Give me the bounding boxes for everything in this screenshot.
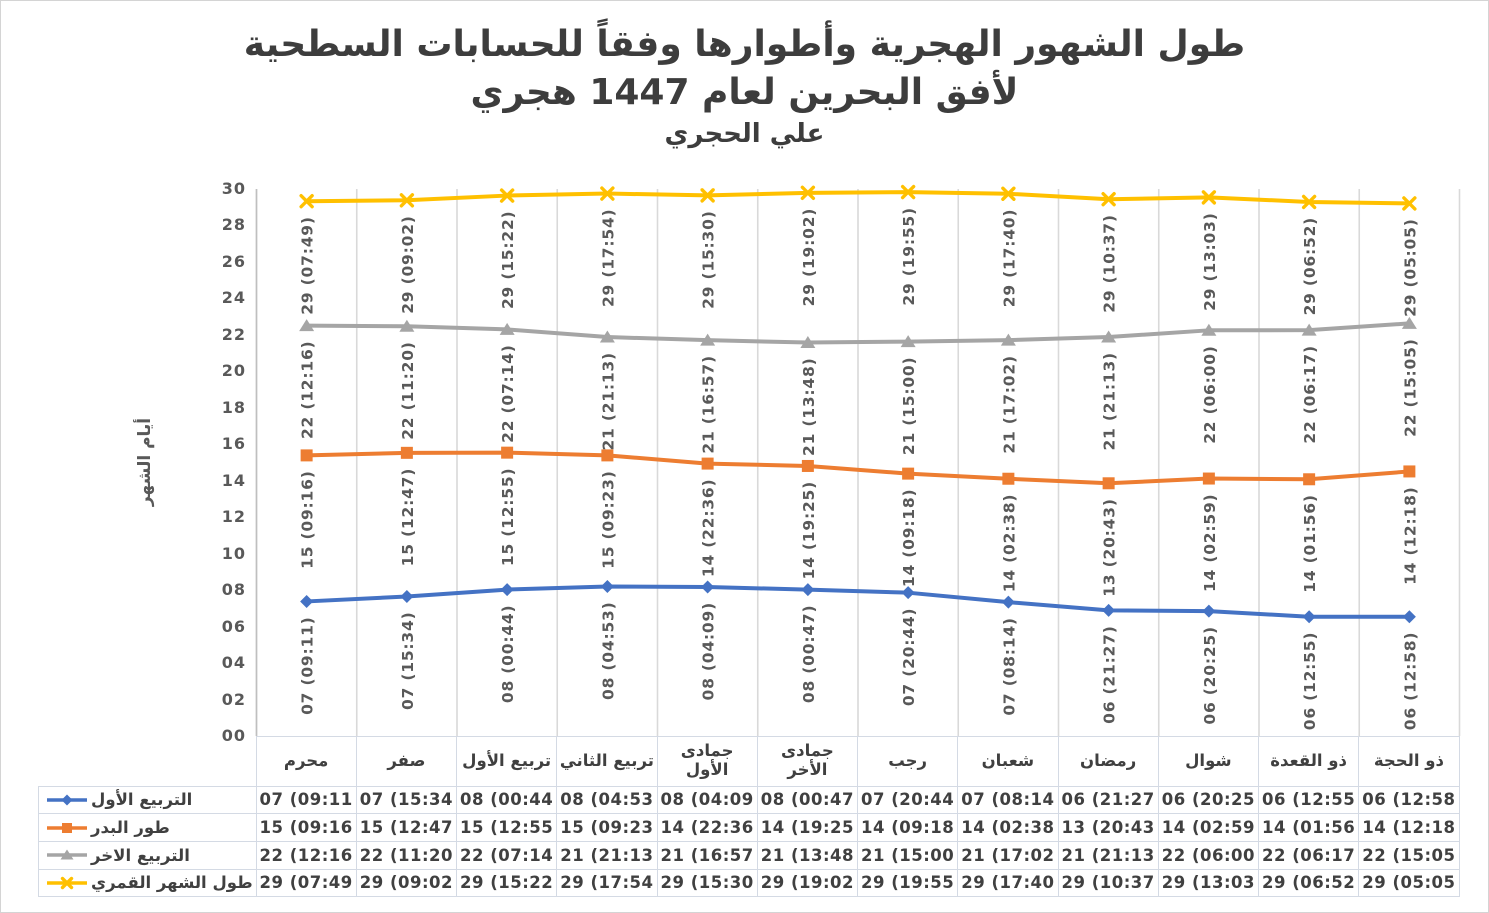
data-label: 13 (20:43)	[1100, 498, 1119, 597]
table-cell: 14 (02:59	[1159, 814, 1259, 842]
data-label: 29 (17:54)	[599, 208, 618, 308]
legend-key-icon	[45, 820, 89, 836]
legend-label: التربيع الاخر	[91, 845, 190, 865]
table-cell: 15 (09:16	[257, 814, 357, 842]
data-label: 29 (07:49)	[298, 216, 317, 315]
data-label: 21 (21:13)	[599, 352, 618, 451]
month-header: رمضان	[1059, 736, 1159, 787]
y-tick-label: 06	[221, 616, 246, 636]
y-tick-label: 28	[221, 215, 246, 235]
table-cell: 22 (12:16	[257, 842, 357, 870]
table-cell: 08 (04:53	[557, 787, 657, 815]
legend-key-icon	[45, 847, 89, 863]
data-table	[38, 736, 1460, 897]
table-cell: 07 (08:14	[958, 787, 1058, 815]
data-label: 29 (15:30)	[699, 210, 718, 309]
table-cell: 14 (01:56	[1259, 814, 1359, 842]
legend-label: التربيع الأول	[91, 790, 193, 810]
data-label: 08 (00:47)	[799, 604, 818, 704]
chart-title-line1: طول الشهور الهجرية وأطوارها وفقاً للحسابات السطحية	[243, 24, 1246, 65]
diamond-marker-icon	[1202, 605, 1215, 618]
data-label: 21 (16:57)	[699, 355, 718, 454]
square-marker-icon	[1403, 465, 1415, 477]
data-label: 29 (09:02)	[398, 215, 417, 314]
y-tick-label: 20	[221, 361, 246, 381]
table-cell: 14 (09:18	[858, 814, 958, 842]
data-label: 14 (02:38)	[1000, 493, 1019, 593]
square-marker-icon	[802, 460, 814, 472]
table-cell: 07 (20:44	[858, 787, 958, 815]
data-label: 14 (22:36)	[699, 478, 718, 578]
table-cell: 07 (09:11	[257, 787, 357, 815]
month-header: تربيع الثاني	[557, 736, 657, 787]
data-label: 08 (00:44)	[499, 604, 518, 704]
table-cell: 06 (20:25	[1159, 787, 1259, 815]
data-label: 06 (21:27)	[1100, 625, 1119, 724]
diamond-marker-icon	[1403, 610, 1416, 623]
table-cell: 22 (07:14	[457, 842, 557, 870]
month-header: جمادى الأخر	[758, 736, 858, 787]
data-label: 15 (12:47)	[398, 467, 417, 567]
data-label: 29 (19:02)	[799, 207, 818, 307]
diamond-marker-icon	[62, 794, 73, 805]
data-label: 22 (06:00)	[1200, 345, 1219, 444]
table-cell: 21 (21:13	[557, 842, 657, 870]
legend-label: طول الشهر القمري	[91, 873, 253, 893]
table-cell: 14 (22:36	[658, 814, 758, 842]
chart-subtitle: علي الحجري	[664, 119, 825, 150]
table-cell: 08 (00:44	[457, 787, 557, 815]
diamond-marker-icon	[501, 583, 514, 596]
y-tick-label: 24	[221, 288, 246, 308]
data-label: 29 (19:55)	[900, 207, 919, 306]
square-marker-icon	[702, 458, 714, 470]
data-label: 21 (13:48)	[799, 357, 818, 457]
data-label: 07 (15:34)	[398, 611, 417, 710]
table-cell: 29 (07:49	[257, 870, 357, 898]
diamond-marker-icon	[701, 581, 714, 594]
data-label: 29 (15:22)	[499, 210, 518, 310]
square-marker-icon	[1103, 477, 1115, 489]
data-label: 29 (10:37)	[1100, 214, 1119, 313]
data-label: 06 (12:58)	[1401, 631, 1420, 731]
legend-item	[38, 842, 257, 870]
legend-key-icon	[45, 875, 89, 891]
data-label: 07 (09:11)	[298, 616, 317, 715]
data-label: 06 (12:55)	[1301, 631, 1320, 731]
table-cell: 06 (12:58	[1359, 787, 1459, 815]
table-cell: 15 (09:23	[557, 814, 657, 842]
data-label: 29 (06:52)	[1301, 216, 1320, 316]
data-label: 22 (11:20)	[398, 341, 417, 440]
table-cell: 29 (13:03	[1159, 870, 1259, 898]
month-header: شوال	[1159, 736, 1259, 787]
month-header: صفر	[357, 736, 457, 787]
table-cell: 29 (06:52	[1259, 870, 1359, 898]
diamond-marker-icon	[801, 583, 814, 596]
y-tick-label: 14	[221, 470, 246, 490]
chart-title-line2: لأفق البحرين لعام 1447 هجري	[470, 71, 1019, 113]
data-label: 29 (13:03)	[1200, 212, 1219, 311]
square-marker-icon	[1303, 473, 1315, 485]
table-cell: 21 (13:48	[758, 842, 858, 870]
data-label: 06 (20:25)	[1200, 626, 1219, 725]
month-header: جمادى الأول	[658, 736, 758, 787]
table-cell: 21 (16:57	[658, 842, 758, 870]
data-label: 15 (12:55)	[499, 467, 518, 567]
square-marker-icon	[902, 468, 914, 480]
month-header: شعبان	[958, 736, 1058, 787]
y-tick-label: 30	[221, 179, 246, 198]
data-label: 22 (12:16)	[298, 340, 317, 440]
table-cell: 29 (10:37	[1059, 870, 1159, 898]
table-cell: 08 (04:09	[658, 787, 758, 815]
data-label: 21 (15:00)	[900, 356, 919, 456]
table-cell: 29 (19:02	[758, 870, 858, 898]
table-cell: 29 (17:54	[557, 870, 657, 898]
data-label: 08 (04:09)	[699, 602, 718, 701]
table-cell: 22 (06:17	[1259, 842, 1359, 870]
table-cell: 29 (15:30	[658, 870, 758, 898]
table-cell: 29 (19:55	[858, 870, 958, 898]
data-label: 29 (17:40)	[1000, 208, 1019, 308]
table-cell: 29 (15:22	[457, 870, 557, 898]
diamond-marker-icon	[1002, 596, 1015, 609]
data-label: 22 (15:05)	[1401, 338, 1420, 437]
y-tick-label: 18	[221, 397, 246, 417]
table-cell: 29 (09:02	[357, 870, 457, 898]
data-label: 21 (21:13)	[1100, 352, 1119, 451]
table-cell: 14 (19:25	[758, 814, 858, 842]
data-label: 07 (20:44)	[900, 607, 919, 707]
table-cell: 06 (21:27	[1059, 787, 1159, 815]
month-header: ذو الحجة	[1359, 736, 1459, 787]
square-marker-icon	[501, 447, 513, 459]
y-tick-label: 02	[221, 689, 246, 709]
month-header: محرم	[257, 736, 357, 787]
square-marker-icon	[1002, 473, 1014, 485]
table-cell: 15 (12:47	[357, 814, 457, 842]
diamond-marker-icon	[400, 590, 413, 603]
data-label: 22 (06:17)	[1301, 345, 1320, 444]
data-label: 08 (04:53)	[599, 601, 618, 700]
table-cell: 21 (15:00	[858, 842, 958, 870]
data-label: 14 (09:18)	[900, 488, 919, 588]
data-label: 15 (09:23)	[599, 470, 618, 569]
table-cell: 22 (06:00	[1159, 842, 1259, 870]
table-cell: 15 (12:55	[457, 814, 557, 842]
square-marker-icon	[1203, 473, 1215, 485]
data-label: 29 (05:05)	[1401, 218, 1420, 317]
table-cell: 29 (17:40	[958, 870, 1058, 898]
y-tick-label: 00	[221, 726, 246, 745]
month-header: رجب	[858, 736, 958, 787]
y-tick-label: 08	[221, 580, 246, 600]
month-header: تربيع الأول	[457, 736, 557, 787]
square-marker-icon	[62, 823, 72, 833]
legend-key-icon	[45, 792, 89, 808]
table-corner-cell	[38, 736, 257, 787]
legend-item	[38, 870, 257, 898]
table-cell: 22 (11:20	[357, 842, 457, 870]
month-header: ذو القعدة	[1259, 736, 1359, 787]
data-label: 14 (01:56)	[1301, 494, 1320, 593]
table-cell: 13 (20:43	[1059, 814, 1159, 842]
table-cell: 07 (15:34	[357, 787, 457, 815]
y-tick-label: 04	[221, 653, 246, 673]
legend-item	[38, 814, 257, 842]
y-tick-label: 12	[221, 507, 246, 527]
table-cell: 08 (00:47	[758, 787, 858, 815]
table-cell: 14 (12:18	[1359, 814, 1459, 842]
table-cell: 06 (12:55	[1259, 787, 1359, 815]
y-tick-label: 10	[221, 543, 246, 563]
data-label: 14 (19:25)	[799, 480, 818, 580]
data-label: 07 (08:14)	[1000, 617, 1019, 716]
data-label: 21 (17:02)	[1000, 355, 1019, 454]
table-cell: 21 (21:13	[1059, 842, 1159, 870]
diamond-marker-icon	[902, 586, 915, 599]
table-cell: 22 (15:05	[1359, 842, 1459, 870]
y-axis-title: أيام الشهر	[135, 417, 155, 507]
table-cell: 29 (05:05	[1359, 870, 1459, 898]
square-marker-icon	[301, 449, 313, 461]
y-tick-label: 26	[221, 251, 246, 271]
data-label: 14 (02:59)	[1200, 493, 1219, 593]
table-cell: 14 (02:38	[958, 814, 1058, 842]
diamond-marker-icon	[601, 580, 614, 593]
table-cell: 21 (17:02	[958, 842, 1058, 870]
square-marker-icon	[401, 447, 413, 459]
legend-label: طور البدر	[91, 818, 170, 838]
y-tick-label: 16	[221, 434, 246, 454]
legend-item	[38, 787, 257, 815]
data-label: 22 (07:14)	[499, 344, 518, 443]
data-label: 14 (12:18)	[1401, 486, 1420, 585]
diamond-marker-icon	[300, 595, 313, 608]
diamond-marker-icon	[1303, 610, 1316, 623]
data-label: 15 (09:16)	[298, 470, 317, 569]
y-tick-label: 22	[221, 324, 246, 344]
diamond-marker-icon	[1102, 604, 1115, 617]
